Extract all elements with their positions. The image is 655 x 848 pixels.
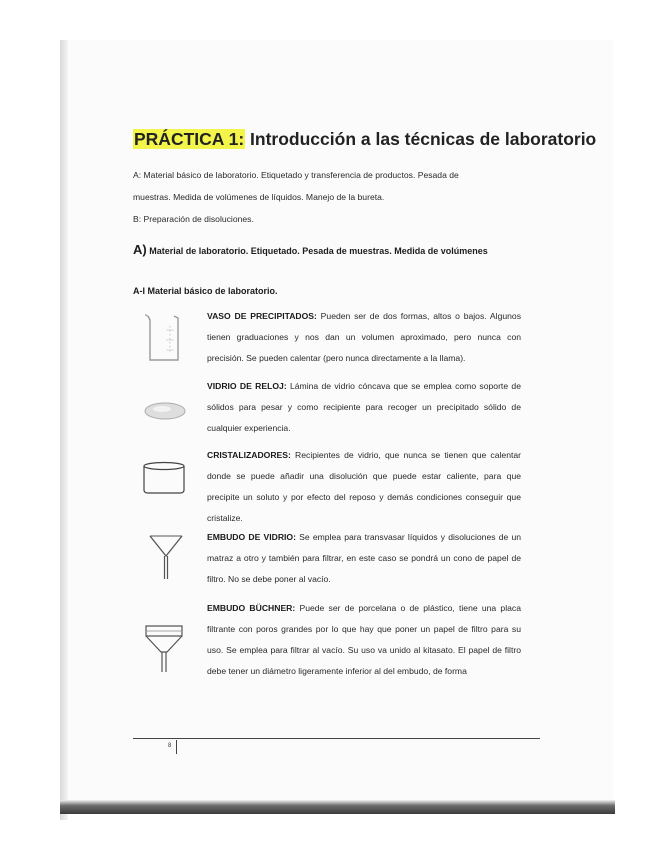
intro-a-label: A: [133, 170, 142, 180]
footer-rule [133, 738, 540, 739]
page-bottom-edge [60, 800, 615, 814]
page-title [133, 129, 596, 150]
item-cristalizadores [207, 445, 521, 529]
item-term: VASO DE PRECIPITADOS: [207, 311, 317, 321]
intro-b-text: Preparación de disoluciones. [141, 214, 254, 224]
item-description: Recipientes de vidrio, que nunca se tienen que calentar donde se puede añadir una disolución que puede estar caliente, para que precipite un soluto y por efecto del reposo y demás condiciones conseguir que cristalize. [207, 450, 521, 523]
intro-paragraph-a-cont: muestras. Medida de volúmenes de líquidos. Manejo de la bureta. [133, 192, 385, 202]
item-embudo-vidrio [207, 527, 521, 590]
watch-glass-icon [142, 400, 188, 422]
item-description: Pueden ser de dos formas, altos o bajos. Algunos tienen graduaciones y nos dan un volumen aproximado, pero nunca con precisión. Se pueden calentar (pero nunca directamente a la llama). [207, 311, 521, 363]
title-highlight: PRÁCTICA 1: [134, 129, 245, 149]
section-a-heading [133, 242, 488, 257]
item-description: Se emplea para transvasar líquidos y disoluciones de un matraz a otro y también para filtrar, en este caso se pondrá un cono de papel de filtro. No se debe poner al vacío. [207, 532, 522, 584]
section-a-title: Material de laboratorio. Etiquetado. Pesada de muestras. Medida de volúmenes [146, 246, 488, 256]
item-vidrio-reloj [207, 376, 521, 439]
item-description: Puede ser de porcelana o de plástico, tiene una placa filtrante con poros grandes por lo que hay que poner un papel de filtro para su uso. Se emplea para filtrar al vacío. Su uso va unido al kitasato. El papel de filtro debe tener un diámetro ligeramente inferior al del embudo, de forma [207, 603, 521, 676]
item-term: EMBUDO BÜCHNER: [207, 603, 296, 613]
intro-paragraph-b [133, 214, 523, 225]
intro-paragraph-a [133, 170, 523, 181]
item-term: CRISTALIZADORES: [207, 450, 291, 460]
item-vaso-precipitados [207, 306, 521, 369]
page-number-divider [176, 740, 177, 754]
intro-a-text: Material básico de laboratorio. Etiquetado y transferencia de productos. Pesada de [141, 170, 459, 180]
buchner-funnel-icon [140, 622, 188, 674]
subsection-a1-heading: A-I Material básico de laboratorio. [133, 286, 278, 296]
funnel-icon [146, 532, 186, 582]
item-description: Lámina de vidrio cóncava que se emplea como soporte de sólidos para pesar y como recipiente para recoger un precipitado sólido de cualquier experiencia. [207, 381, 521, 433]
page-number: 8 [168, 743, 172, 749]
page-shadow-edge [60, 40, 68, 820]
section-a-letter: A) [133, 242, 147, 257]
item-embudo-buchner [207, 598, 521, 682]
intro-b-label: B: [133, 214, 142, 224]
title-text: Introducción a las técnicas de laboratorio [245, 129, 597, 149]
beaker-icon [140, 312, 186, 364]
item-term: EMBUDO DE VIDRIO: [207, 532, 296, 542]
crystallizer-icon [140, 460, 188, 496]
item-term: VIDRIO DE RELOJ: [207, 381, 287, 391]
